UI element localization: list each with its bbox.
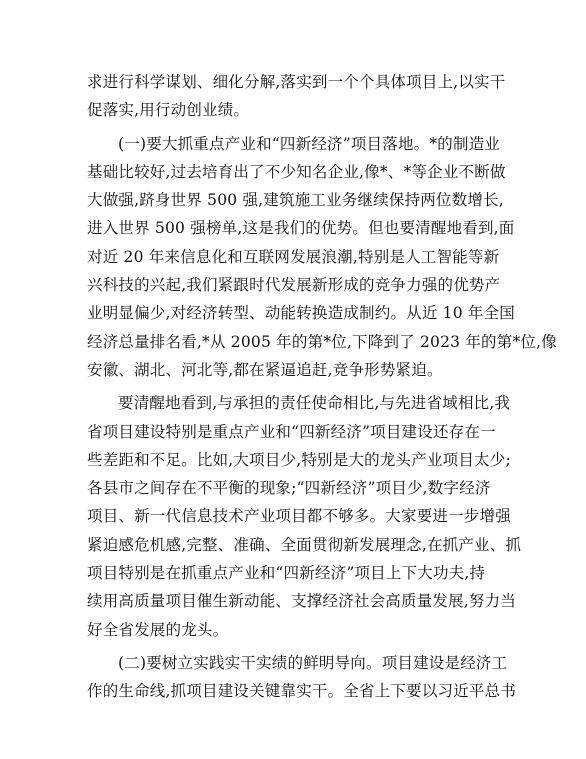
text-line: 对近 20 年来信息化和互联网发展浪潮,特别是人工智能等新	[87, 247, 500, 266]
text-line: 要清醒地看到,与承担的责任使命相比,与先进省域相比,我	[118, 394, 511, 413]
text-line: 作的生命线,抓项目建设关键靠实干。全省上下要以习近平总书	[87, 682, 517, 701]
text-line: 基础比较好,过去培育出了不少知名企业,像*、*等企业不断做	[87, 162, 506, 181]
text-line: 紧迫感危机感,完整、准确、全面贯彻新发展理念,在抓产业、抓	[87, 535, 522, 554]
text-line: 经济总量排名看,*从 2005 年的第*位,下降到了 2023 年的第*位,像	[87, 332, 557, 351]
text-line: 安徽、湖北、河北等,都在紧逼追赶,竞争形势紧迫。	[87, 360, 443, 379]
document-body	[87, 68, 557, 711]
text-line: 进入世界 500 强榜单,这是我们的优势。但也要清醒地看到,面	[87, 219, 515, 238]
text-line: 兴科技的兴起,我们紧跟时代发展新形成的竞争力强的优势产	[87, 276, 501, 295]
section-heading-line: (二)要树立实践实干实绩的鲜明导向。项目建设是经济工	[118, 653, 508, 672]
text-line: 业明显偏少,对经济转型、动能转换造成制约。从近 10 年全国	[87, 304, 516, 323]
text-line: 项目、新一代信息技术产业项目都不够多。大家要进一步增强	[87, 507, 511, 526]
paragraph-3	[87, 389, 522, 644]
text-line: 省项目建设特别是重点产业和“四新经济”项目建设还存在一	[87, 422, 496, 441]
paragraph-1	[87, 68, 507, 125]
text-line: 各县市之间存在不平衡的现象;“四新经济”项目少,数字经济	[87, 479, 491, 498]
paragraph-2	[87, 130, 557, 385]
text-line: 项目特别是在抓重点产业和“四新经济”项目上下大功夫,持	[87, 564, 486, 583]
section-heading-line: (一)要大抓重点产业和“四新经济”项目落地。*的制造业	[118, 134, 501, 153]
text-line: 促落实,用行动创业绩。	[87, 101, 250, 120]
text-line: 好全省发展的龙头。	[87, 620, 229, 639]
text-line: 求进行科学谋划、细化分解,落实到一个个具体项目上,以实干	[87, 73, 506, 91]
paragraph-4	[87, 649, 517, 706]
text-line: 续用高质量项目催生新动能、支撑经济社会高质量发展,努力当	[87, 592, 517, 611]
text-line: 些差距和不足。比如,大项目少,特别是大的龙头产业项目太少;	[87, 450, 511, 469]
text-line: 大做强,跻身世界 500 强,建筑施工业务继续保持两位数增长,	[87, 191, 504, 210]
